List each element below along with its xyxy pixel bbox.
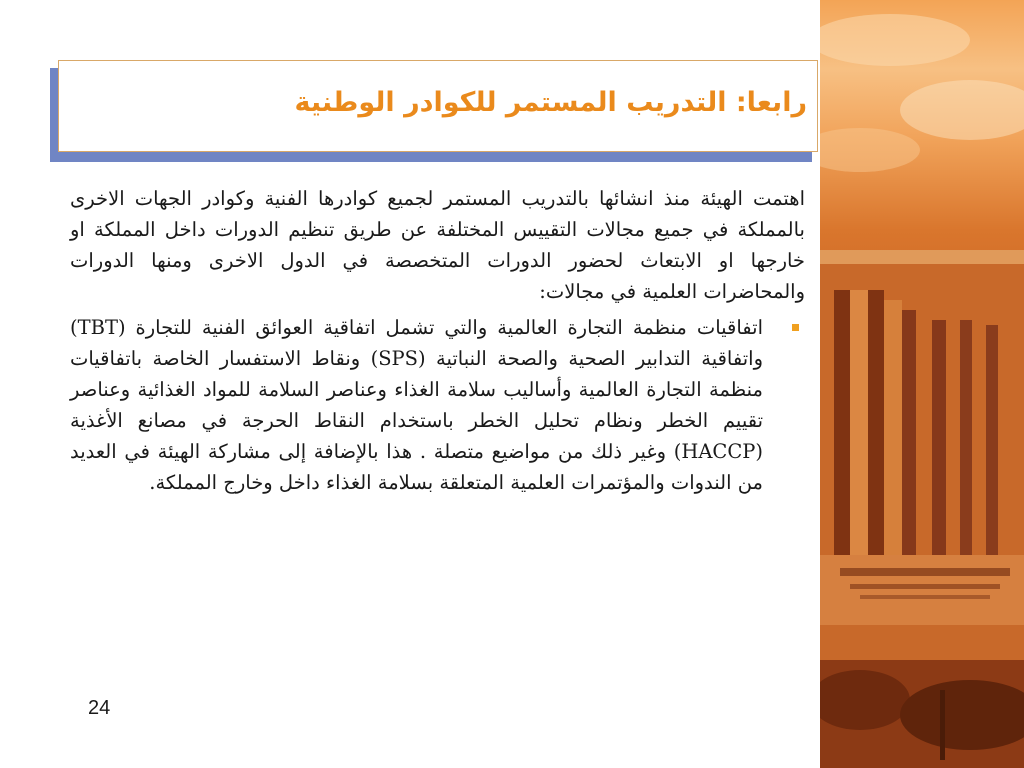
bullet-item [70, 312, 805, 498]
intro-paragraph: اهتمت الهيئة منذ انشائها بالتدريب المستمر لجميع كوادرها الفنية وكوادر الجهات الاخرى بالمملكة في جميع مجالات التقييس المختلفة عن طريق تنظيم الدورات داخل المملكة او خارجها او الابتعاث لحضور الدورات المتخصصة في الدول الاخرى ومنها الدورات والمحاضرات العلمية في مجالات: [70, 187, 805, 303]
square-bullet-icon [792, 324, 799, 331]
slide-title: رابعا: التدريب المستمر للكوادر الوطنية [294, 87, 807, 118]
building-photo [820, 0, 1024, 768]
bullet-paragraph: اتفاقيات منظمة التجارة العالمية والتي تشمل اتفاقية العوائق الفنية للتجارة (TBT) واتفاقية التدابير الصحية والصحة النباتية (SPS) ونقاط الاستفسار الخاصة باتفاقيات منظمة التجارة العالمية وأساليب سلامة الغذاء وعناصر السلامة للمواد الغذائية وعناصر تقييم الخطر ونظام تحليل الخطر باستخدام النقاط الحرجة في مصانع الأغذية (HACCP) وغير ذلك من مواضيع متصلة . هذا بالإضافة إلى مشاركة الهيئة في العديد من الندوات والمؤتمرات العلمية المتعلقة بسلامة الغذاء داخل وخارج المملكة. [70, 316, 763, 494]
page-number: 24 [88, 697, 111, 719]
slide-content [70, 183, 805, 498]
building-illustration [820, 0, 1024, 768]
title-box [58, 60, 818, 152]
